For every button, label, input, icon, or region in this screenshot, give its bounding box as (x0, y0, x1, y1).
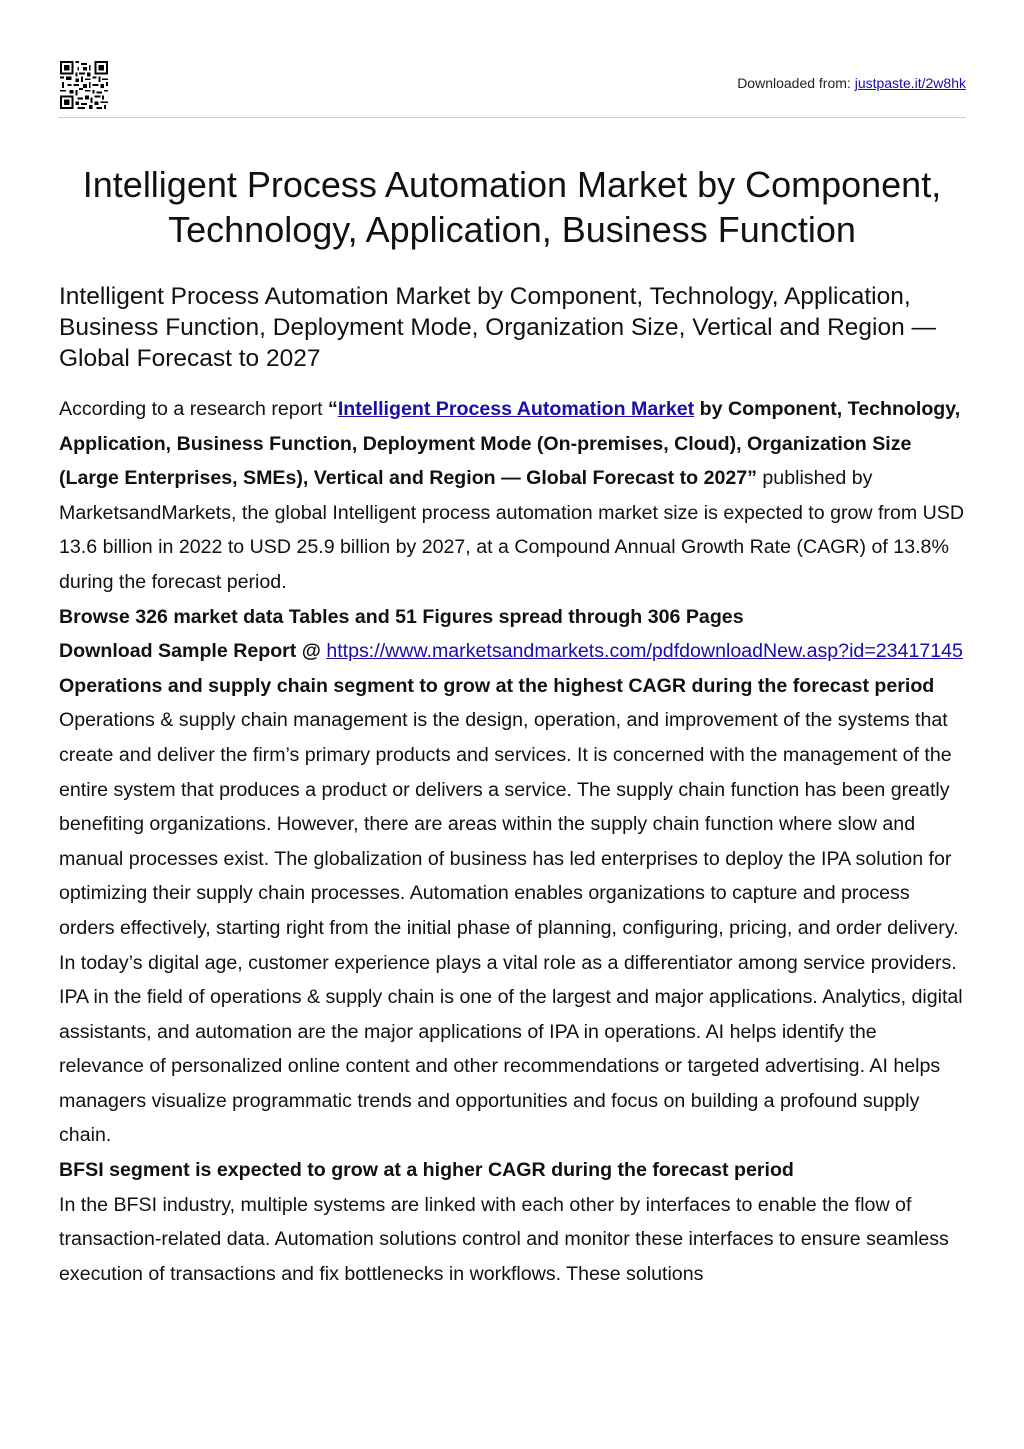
page-title: Intelligent Process Automation Market by Component, Technology, Application, Business Function (82, 164, 942, 250)
intro-paragraph (59, 392, 967, 600)
download-label: Download Sample Report @ (59, 640, 327, 663)
section-body-operations: Operations & supply chain management is the design, operation, and improvement of the systems that create and deliver the firm’s primary products and services. It is concerned with the management of the entire system that produces a product or delivers a service. The supply chain function has been greatly benefiting organizations. However, there are areas within the supply chain function where slow and manual processes exist. The globalization of business has led enterprises to deploy the IPA solution for optimizing their supply chain processes. Automation enables organizations to capture and process orders effectively, starting right from the initial phase of planning, configuring, pricing, and order delivery. In today’s digital age, customer experience plays a vital role as a differentiator among service providers. IPA in the field of operations & supply chain is one of the largest and major applications. Analytics, digital assistants, and automation are the major applications of IPA in operations. AI helps identify the relevance of personalized online content and other recommendations or targeted advertising. AI helps managers visualize programmatic trends and opportunities and focus on building a profound supply chain. (59, 709, 963, 1147)
section-heading-operations: Operations and supply chain segment to grow at the highest CAGR during the forecast period (59, 674, 935, 697)
report-title-bold: by Component, Technology, Application, Business Function, Deployment Mode (On-premises, Cloud), Organization Size (Large Enterprises, SMEs), Vertical and Region — Global Forecast to 2027” (59, 398, 961, 490)
download-source (737, 75, 966, 91)
browse-line: Browse 326 market data Tables and 51 Figures spread through 306 Pages (59, 605, 744, 628)
quote-open: “ (328, 398, 338, 420)
report-link[interactable]: Intelligent Process Automation Market (337, 398, 695, 420)
download-source-label: Downloaded from: (737, 75, 851, 91)
section-body-bfsi: In the BFSI industry, multiple systems are linked with each other by interfaces to enable the flow of transaction-related data. Automation solutions control and monitor these interfaces to ensure seamless execution of transactions and fix bottlenecks in workflows. These solutions (59, 1193, 949, 1285)
article-body (59, 392, 967, 1291)
page-subtitle: Intelligent Process Automation Market by Component, Technology, Application, Business Function, Deployment Mode, Organization Size, Vertical and Region — Global Forecast to 2027 (59, 283, 937, 372)
download-line (59, 634, 967, 669)
header-divider (58, 117, 966, 118)
page-header (0, 0, 1024, 118)
download-sample-link[interactable]: https://www.marketsandmarkets.com/pdfdownloadNew.asp?id=23417145 (326, 640, 963, 663)
source-link[interactable]: justpaste.it/2w8hk (854, 75, 966, 91)
intro-rest: published by MarketsandMarkets, the global Intelligent process automation market size is expected to grow from USD 13.6 billion in 2022 to USD 25.9 billion by 2027, at a Compound Annual Growth Rate (CAGR) of 13.8% during the forecast period. (59, 467, 964, 593)
section-heading-bfsi: BFSI segment is expected to grow at a higher CAGR during the forecast period (59, 1159, 794, 1182)
qr-code-icon (60, 61, 108, 109)
intro-lead: According to a research report (59, 398, 329, 420)
